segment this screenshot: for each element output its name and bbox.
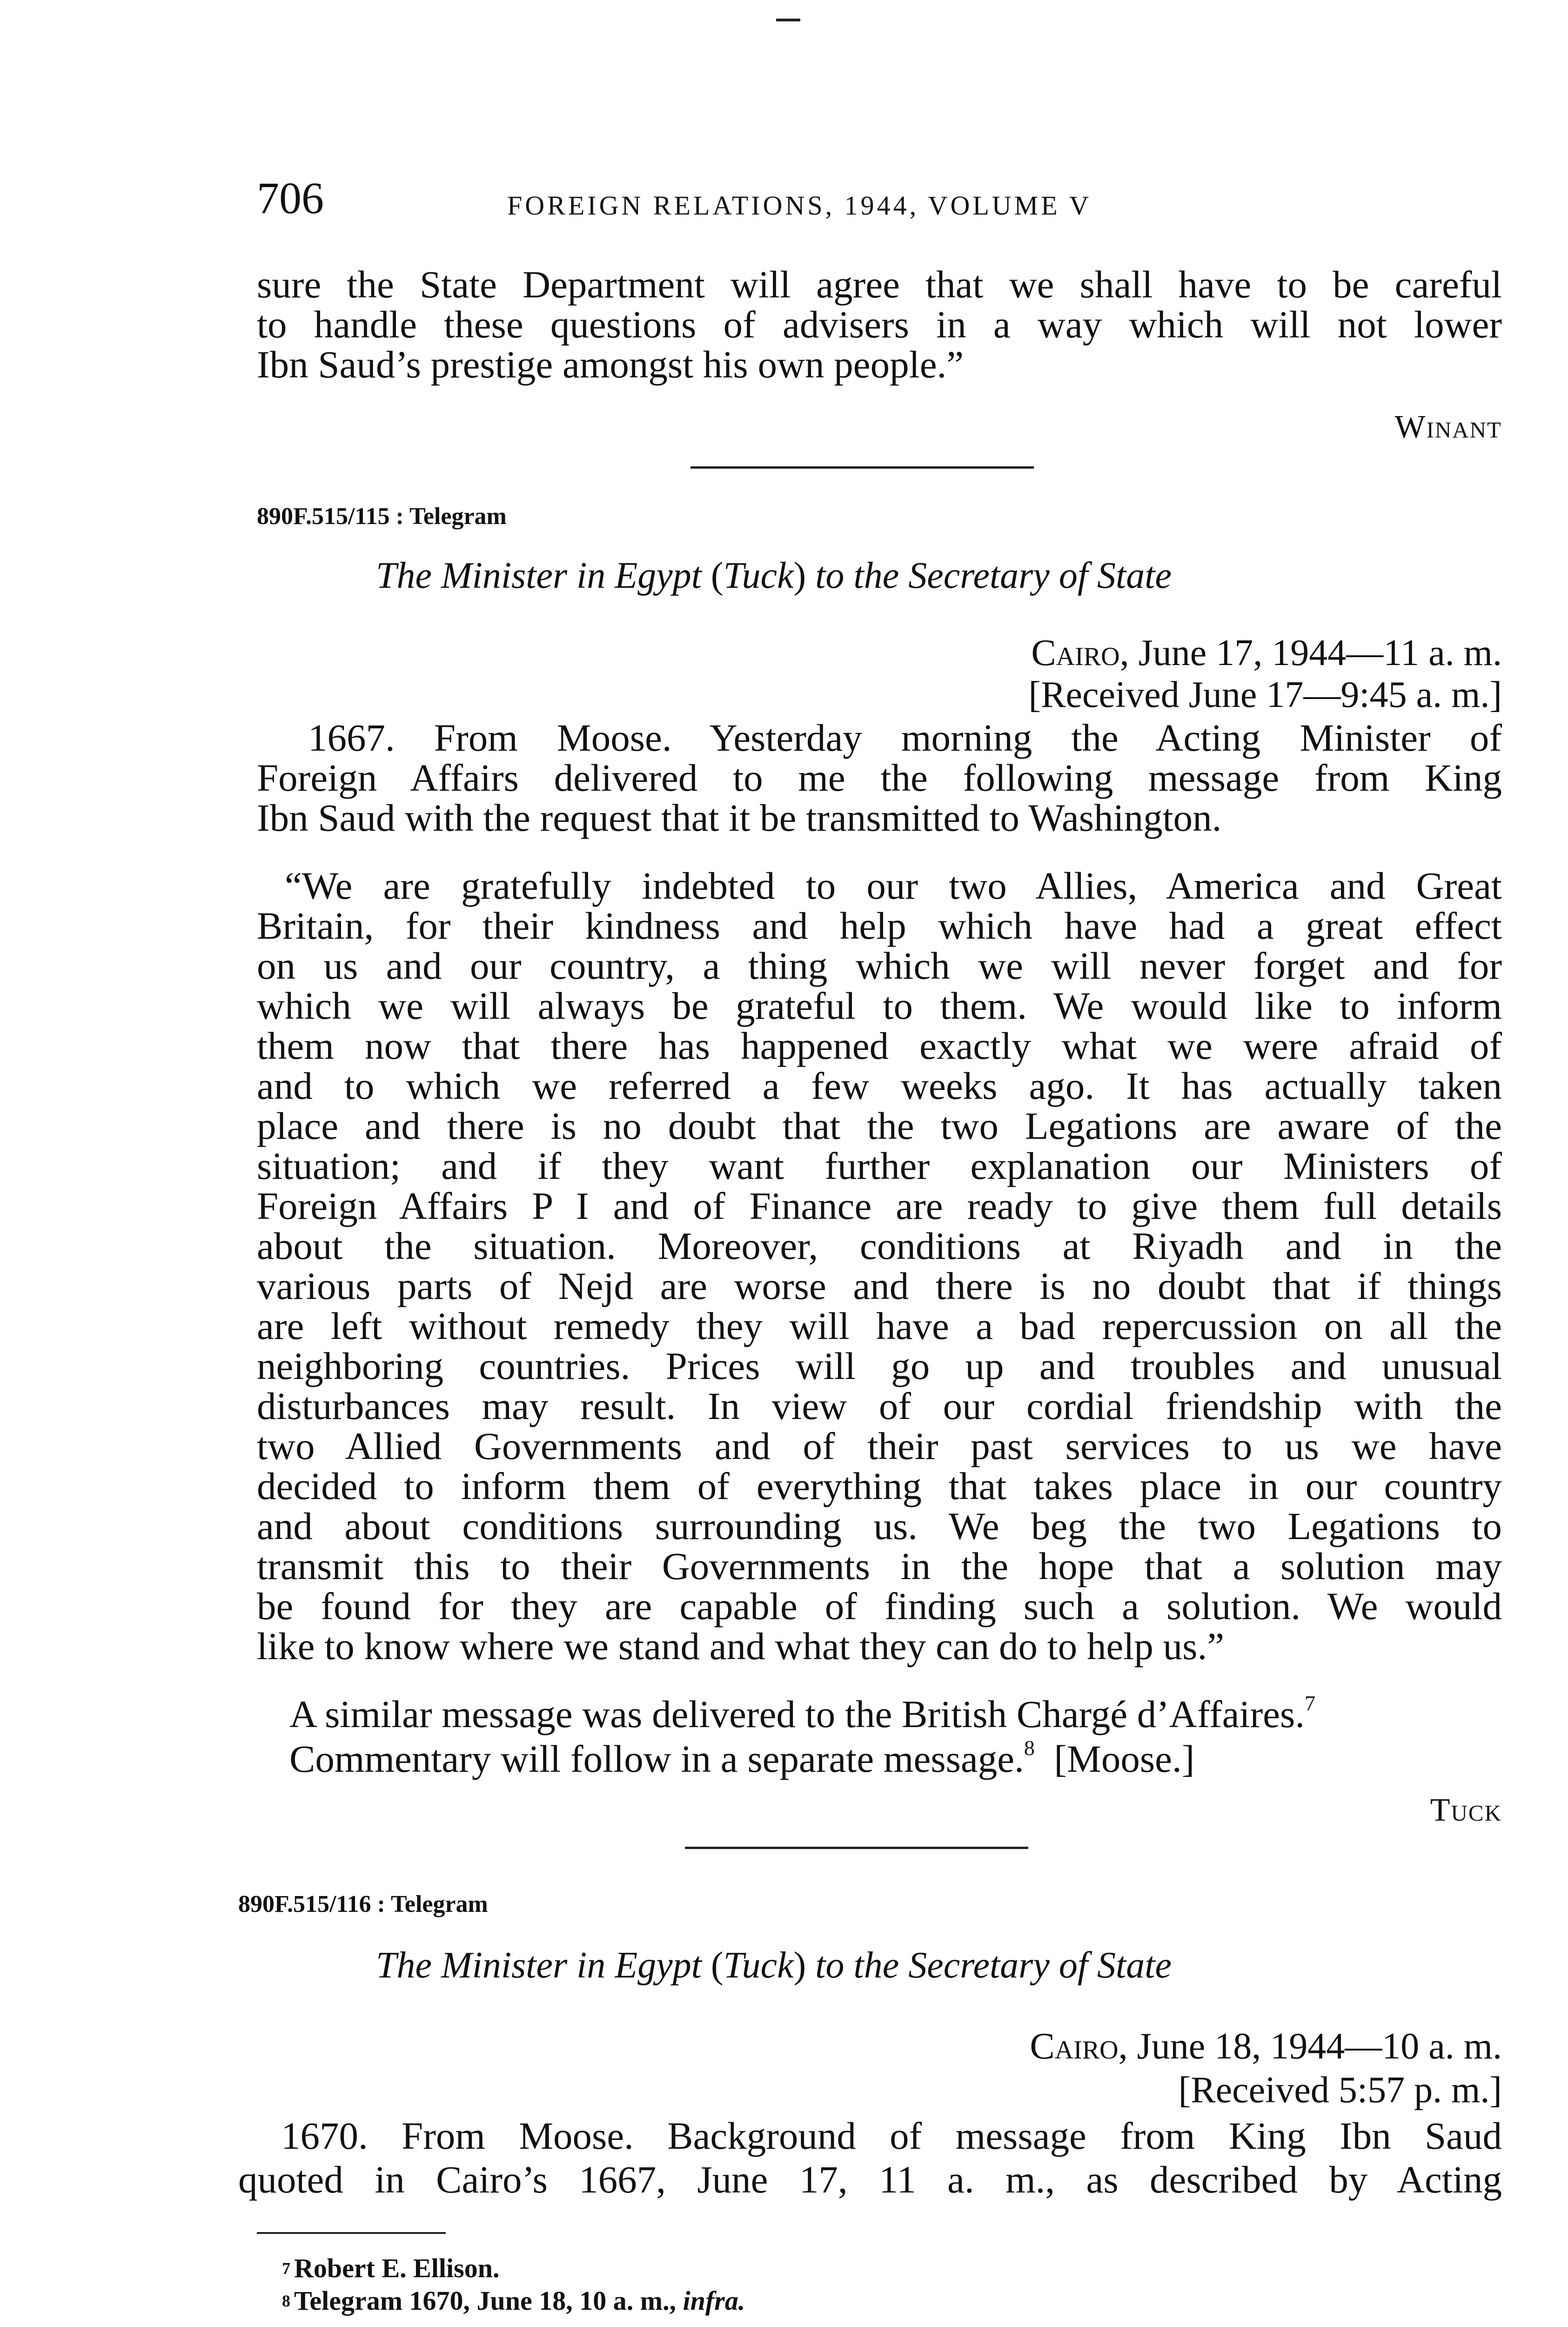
paragraph-line	[289, 1736, 1502, 1780]
quote-line: place and there is no doubt that the two Legations are aware of the	[257, 1104, 1502, 1147]
quote-line: Britain, for their kindness and help which have had a great effect	[257, 904, 1502, 947]
quote-line: two Allied Governments and of their past services to us we have	[257, 1425, 1502, 1467]
heading-name: Tuck	[723, 555, 794, 596]
commentary-text: Commentary will follow in a separate message.	[289, 1737, 1024, 1780]
dateline	[1031, 632, 1502, 674]
footnote-7	[282, 2253, 500, 2283]
similar-message-text: A similar message was delivered to the British Chargé d’Affaires.	[289, 1693, 1305, 1735]
quote-line: about the situation. Moreover, conditions at Riyadh and in the	[257, 1224, 1502, 1267]
running-title: FOREIGN RELATIONS, 1944, VOLUME V	[507, 190, 1092, 221]
moose-bracket: [Moose.]	[1034, 1737, 1195, 1780]
dateline-place: Cairo,	[1030, 2026, 1128, 2067]
heading-part-c: to the Secretary of State	[815, 555, 1172, 596]
quote-line: Foreign Affairs P I and of Finance are ready to give them full details	[257, 1184, 1502, 1227]
paragraph-line: quoted in Cairo’s 1667, June 17, 11 a. m., as described by Acting	[238, 2158, 1502, 2201]
dateline-date: June 17, 1944—11 a. m.	[1129, 632, 1502, 673]
document-heading: The Minister in Egypt (Tuck) to the Secretary of State	[376, 1945, 1172, 1986]
section-divider	[690, 466, 1034, 469]
continuation-line-2: to handle these questions of advisers in a way which will not lower	[257, 303, 1502, 346]
continuation-line-1: sure the State Department will agree that we shall have to be careful	[257, 263, 1502, 306]
quote-line: are left without remedy they will have a bad repercussion on all the	[257, 1305, 1502, 1347]
signature-winant: Winant	[1394, 409, 1502, 445]
heading-part-c: to the Secretary of State	[815, 1945, 1172, 1986]
paragraph-line: 1670. From Moose. Background of message from King Ibn Saud	[281, 2114, 1502, 2157]
footnote-text: Telegram 1670, June 18, 10 a. m.,	[294, 2286, 683, 2316]
dateline-date: June 18, 1944—10 a. m.	[1127, 2026, 1502, 2067]
quote-line: be found for they are capable of finding such a solution. We would	[257, 1585, 1502, 1628]
document-heading: The Minister in Egypt (Tuck) to the Secretary of State	[376, 555, 1172, 596]
paragraph-line: 1667. From Moose. Yesterday morning the Acting Minister of	[308, 716, 1502, 759]
quote-line: like to know where we stand and what they can do to help us.”	[257, 1625, 1225, 1668]
document-reference: 890F.515/116 : Telegram	[238, 1891, 488, 1917]
page-number: 706	[257, 173, 324, 223]
quote-line: various parts of Nejd are worse and there is no doubt that if things	[257, 1264, 1502, 1307]
footnote-8	[282, 2286, 745, 2316]
quote-line: and to which we referred a few weeks ago. It has actually taken	[257, 1064, 1502, 1107]
footnote-text: Robert E. Ellison.	[294, 2253, 500, 2283]
heading-part-a: The Minister in Egypt	[376, 555, 702, 596]
footnote-italic: infra.	[683, 2286, 745, 2316]
continuation-line-3: Ibn Saud’s prestige amongst his own people.”	[257, 343, 964, 386]
received-line: [Received June 17—9:45 a. m.]	[1028, 674, 1502, 715]
footnote-divider	[257, 2232, 446, 2234]
heading-name: Tuck	[723, 1945, 794, 1986]
received-line: [Received 5:57 p. m.]	[1178, 2070, 1502, 2111]
quote-line: neighboring countries. Prices will go up and troubles and unusual	[257, 1345, 1502, 1387]
dateline	[1030, 2025, 1502, 2067]
signature-tuck: Tuck	[1430, 1792, 1502, 1828]
quote-line: situation; and if they want further explanation our Ministers of	[257, 1144, 1502, 1187]
paragraph-line: Ibn Saud with the request that it be transmitted to Washington.	[257, 796, 1222, 839]
quote-line: which we will always be grateful to them. We would like to inform	[257, 984, 1502, 1027]
footnote-mark: 7	[282, 2259, 290, 2278]
paragraph-line: Foreign Affairs delivered to me the following message from King	[257, 756, 1502, 799]
document-reference: 890F.515/115 : Telegram	[257, 503, 507, 530]
top-edge-mark	[776, 19, 800, 21]
footnote-ref-8: 8	[1024, 1736, 1035, 1760]
quote-line: transmit this to their Governments in the hope that a solution may	[257, 1545, 1502, 1587]
quote-line: them now that there has happened exactly what we were afraid of	[257, 1024, 1502, 1067]
section-divider	[685, 1847, 1028, 1849]
paragraph-line	[289, 1691, 1502, 1735]
dateline-place: Cairo,	[1031, 632, 1129, 673]
quote-line: “We are gratefully indebted to our two Allies, America and Great	[285, 864, 1502, 907]
footnote-ref-7: 7	[1305, 1691, 1316, 1715]
quote-line: decided to inform them of everything that takes place in our country	[257, 1465, 1502, 1507]
quote-line: disturbances may result. In view of our cordial friendship with the	[257, 1385, 1502, 1427]
heading-part-a: The Minister in Egypt	[376, 1945, 702, 1986]
footnote-mark: 8	[282, 2292, 290, 2310]
quote-line: and about conditions surrounding us. We beg the two Legations to	[257, 1505, 1502, 1547]
quote-line: on us and our country, a thing which we will never forget and for	[257, 944, 1502, 987]
